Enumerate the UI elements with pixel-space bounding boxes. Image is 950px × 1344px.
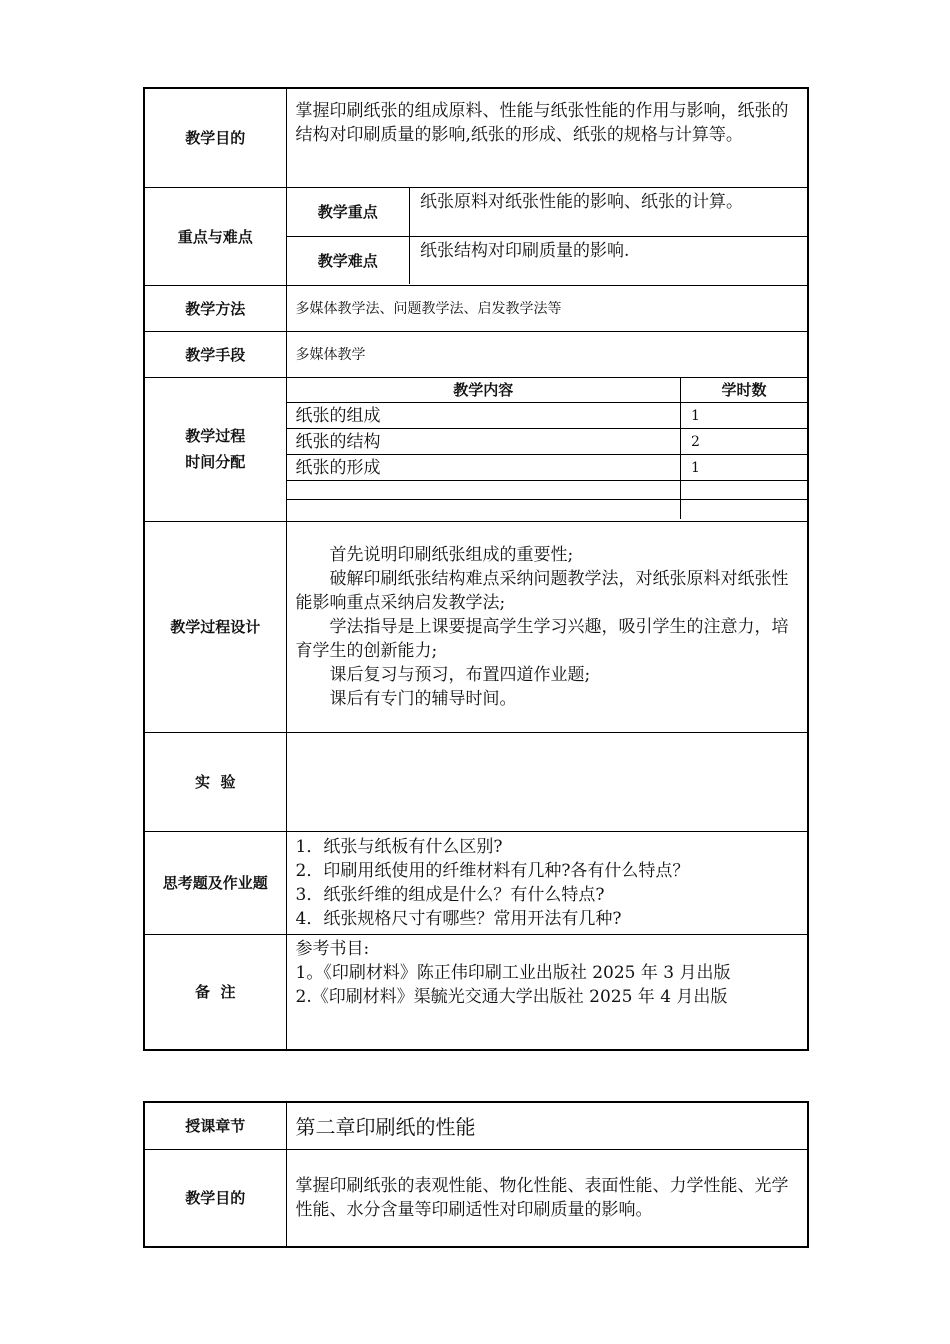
schedule-hours: 1 — [681, 403, 808, 429]
schedule-content: 纸张的组成 — [287, 403, 681, 429]
experiment-row — [144, 732, 808, 831]
chapter-label: 授课章节 — [144, 1102, 286, 1149]
means-row — [144, 331, 808, 377]
experiment-text — [286, 732, 808, 831]
objective-row — [144, 88, 808, 187]
schedule-label-line2: 时间分配 — [185, 453, 246, 471]
col-content-header: 教学内容 — [287, 378, 681, 403]
schedule-content — [287, 481, 681, 500]
list-item: 4．纸张规格尺寸有哪些？常用开法有几种? — [295, 908, 622, 929]
key-points-inner-table — [287, 188, 808, 284]
design-paragraph: 课后有专门的辅导时间。 — [329, 688, 517, 709]
design-content — [286, 521, 808, 732]
objective-row-2 — [144, 1149, 808, 1247]
objective-label-2: 教学目的 — [144, 1149, 286, 1247]
schedule-content: 纸张的形成 — [287, 455, 681, 481]
homework-list — [286, 831, 808, 934]
schedule-content: 纸张的结构 — [287, 429, 681, 455]
lesson-plan-table-2 — [143, 1101, 809, 1248]
chapter-title: 第二章印刷纸的性能 — [286, 1102, 808, 1149]
design-paragraph: 首先说明印刷纸张组成的重要性; — [329, 544, 574, 565]
experiment-label: 实 验 — [144, 732, 286, 831]
method-text: 多媒体教学法、问题教学法、启发教学法等 — [286, 285, 808, 331]
list-item: 1．纸张与纸板有什么区别? — [295, 836, 503, 857]
schedule-inner-table — [287, 378, 808, 519]
design-label: 教学过程设计 — [144, 521, 286, 732]
table-row — [287, 403, 808, 429]
key-points-label: 重点与难点 — [144, 187, 286, 285]
design-row — [144, 521, 808, 732]
schedule-hours — [681, 481, 808, 500]
list-item: 2．印刷用纸使用的纤维材料有几种?各有什么特点？ — [295, 860, 690, 881]
design-paragraph: 破解印刷纸张结构难点采纳问题教学法，对纸张原料对纸张性能影响重点采纳启发教学法; — [295, 568, 789, 613]
objective-text: 掌握印刷纸张的组成原料、性能与纸张性能的作用与影响，纸张的结构对印刷质量的影响,纸张的形成、纸张的规格与计算等。 — [286, 88, 808, 187]
schedule-label — [144, 377, 286, 521]
list-item: 1。《印刷材料》陈正伟印刷工业出版社 2025 年 3 月出版 — [295, 962, 731, 983]
schedule-label-line1: 教学过程 — [185, 427, 246, 445]
homework-row — [144, 831, 808, 934]
schedule-row — [144, 377, 808, 521]
objective-text-2: 掌握印刷纸张的表观性能、物化性能、表面性能、力学性能、光学性能、水分含量等印刷适性对印刷质量的影响。 — [286, 1149, 808, 1247]
chapter-row — [144, 1102, 808, 1149]
objective-label: 教学目的 — [144, 88, 286, 187]
means-text: 多媒体教学 — [286, 331, 808, 377]
homework-label: 思考题及作业题 — [144, 831, 286, 934]
table-row — [287, 500, 808, 519]
table-row — [287, 455, 808, 481]
design-paragraph: 学法指导是上课要提高学生学习兴趣，吸引学生的注意力，培育学生的创新能力; — [295, 616, 789, 661]
table-row — [287, 481, 808, 500]
notes-list — [286, 934, 808, 1050]
list-item: 3．纸张纤维的组成是什么？有什么特点? — [295, 884, 605, 905]
lesson-plan-table-1 — [143, 87, 809, 1051]
schedule-hours: 2 — [681, 429, 808, 455]
table-row — [287, 429, 808, 455]
col-hours-header: 学时数 — [681, 378, 808, 403]
schedule-hours — [681, 500, 808, 519]
method-label: 教学方法 — [144, 285, 286, 331]
list-item: 2.《印刷材料》渠毓光交通大学出版社 2025 年 4 月出版 — [295, 986, 728, 1007]
difficulty-text: 纸张结构对印刷质量的影响. — [410, 236, 808, 284]
schedule-hours: 1 — [681, 455, 808, 481]
notes-row — [144, 934, 808, 1050]
focus-text: 纸张原料对纸张性能的影响、纸张的计算。 — [410, 188, 808, 236]
method-row — [144, 285, 808, 331]
schedule-content — [287, 500, 681, 519]
means-label: 教学手段 — [144, 331, 286, 377]
design-paragraph: 课后复习与预习，布置四道作业题; — [329, 664, 591, 685]
list-item: 参考书目: — [295, 938, 370, 959]
difficulty-label: 教学难点 — [317, 251, 378, 270]
key-points-row — [144, 187, 808, 285]
focus-label: 教学重点 — [287, 188, 410, 236]
notes-label: 备 注 — [144, 934, 286, 1050]
